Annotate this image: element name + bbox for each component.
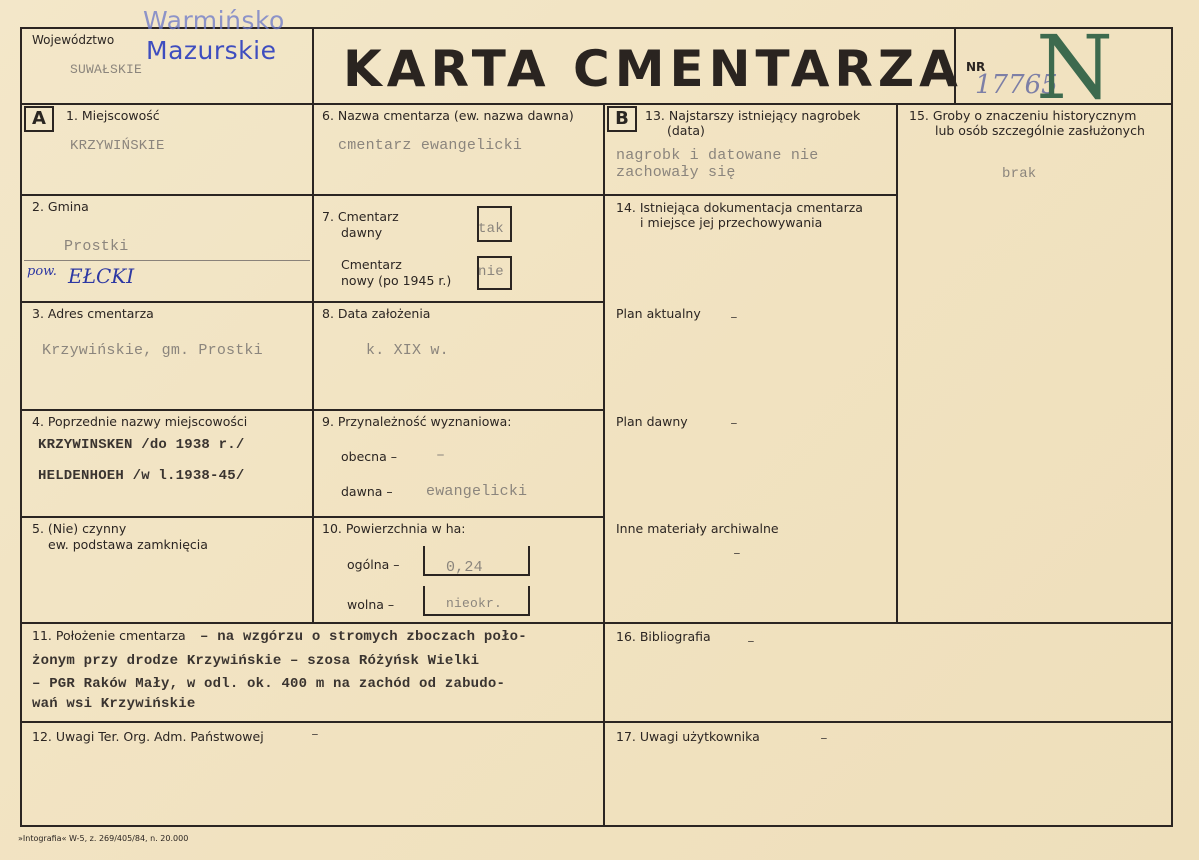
row-divider-4 [20,516,605,518]
f7-dawny-label-1: 7. Cmentarz [322,209,399,224]
f7-dawny-label-2: dawny [341,225,383,240]
f9-dawna-value: ewangelicki [426,483,528,500]
header-divider [20,103,1173,105]
border-right [1171,27,1173,827]
f14-plan-dawny-label: Plan dawny [616,414,688,429]
f5-sublabel: ew. podstawa zamknięcia [48,537,208,552]
f10-ogolna-value: 0,24 [446,559,483,576]
f10-ogolna-label: ogólna – [347,557,400,572]
col-divider-3 [896,103,898,623]
f16-value: – [747,634,756,649]
f13-line-1: nagrobk i datowane nie [616,147,819,164]
section-a-letter: A [24,106,54,132]
f9-obecna-value: – [436,447,446,464]
f8-value: k. XIX w. [366,342,449,359]
nr-label: NR [966,60,986,74]
f6-value: cmentarz ewangelicki [338,137,523,154]
f13-label-1: 13. Najstarszy istniejący nagrobek [645,108,861,123]
f2-label: 2. Gmina [32,199,89,214]
border-bottom [20,825,1173,827]
f5-label: 5. (Nie) czynny [32,521,127,536]
f11-label: 11. Położenie cmentarza [32,628,186,643]
f10-wolna-label: wolna – [347,597,395,612]
f17-label: 17. Uwagi użytkownika [616,729,760,744]
f15-label-1: 15. Groby o znaczeniu historycznym [909,108,1137,123]
row-divider-3 [20,409,605,411]
f11-line-3: – PGR Raków Mały, w odl. ok. 400 m na zachód od zabudo- [32,676,506,692]
f4-line-1: KRZYWINSKEN /do 1938 r./ [38,437,245,453]
row-divider-2 [20,301,605,303]
f14-inne-value: – [733,546,742,561]
col-divider-1 [312,103,314,623]
f9-label: 9. Przynależność wyznaniowa: [322,414,512,429]
f3-label: 3. Adres cmentarza [32,306,154,321]
header-vline-1 [312,27,314,105]
f12-value: – [311,727,320,742]
f15-value: brak [1002,166,1037,182]
f2-pow-prefix: pow. [27,264,57,279]
f10-wolna-value: nieokr. [446,596,503,611]
f15-label-2: lub osób szczególnie zasłużonych [935,123,1145,138]
nr-letter: N [1036,16,1113,119]
row-divider-6 [20,721,1173,723]
footer-imprint: »Intografia« W-5, z. 269/405/84, n. 20.000 [18,834,189,843]
f10-label: 10. Powierzchnia w ha: [322,521,466,536]
stamp-line-2: Mazurskie [146,36,277,65]
f4-line-2: HELDENHOEH /w l.1938-45/ [38,468,245,484]
row-divider-5 [20,622,1173,624]
f4-label: 4. Poprzednie nazwy miejscowości [32,414,248,429]
f14-plan-aktualny-label: Plan aktualny [616,306,701,321]
f3-value: Krzywińskie, gm. Prostki [42,342,263,359]
row-divider-1 [20,194,898,196]
gmina-underline [24,260,310,261]
f14-plan-dawny-value: – [730,416,739,431]
f7-nowy-label-2: nowy (po 1945 r.) [341,273,452,288]
f17-value: – [820,731,829,746]
f11-line-1: – na wzgórzu o stromych zboczach poło- [200,629,527,645]
nr-handwritten: 17765 [975,70,1058,100]
col-divider-2 [603,103,605,825]
f7-nowy-label-1: Cmentarz [341,257,402,272]
wojewodztwo-value: SUWAŁSKIE [70,62,143,77]
f14-inne-label: Inne materiały archiwalne [616,521,779,536]
f9-dawna-label: dawna – [341,484,393,499]
f11-line-4: wań wsi Krzywińskie [32,696,196,712]
page-title: KARTA CMENTARZA [343,40,963,98]
section-b-letter: B [607,106,637,132]
border-left [20,27,22,827]
f1-label: 1. Miejscowość [66,108,160,123]
f13-label-2: (data) [667,123,705,138]
f14-label-1: 14. Istniejąca dokumentacja cmentarza [616,200,863,215]
stamp-line-1: Warmińsko [143,6,285,35]
f2-pow-value: EŁCKI [68,264,135,288]
f16-label: 16. Bibliografia [616,629,711,644]
f11-line-2: żonym przy drodze Krzywińskie – szosa Różyńsk Wielki [32,653,480,669]
f9-obecna-label: obecna – [341,449,397,464]
f12-label: 12. Uwagi Ter. Org. Adm. Państwowej [32,729,264,744]
f1-value: KRZYWIŃSKIE [70,138,165,154]
f2-value: Prostki [64,238,129,255]
f14-plan-aktualny-value: – [730,310,739,325]
f6-label: 6. Nazwa cmentarza (ew. nazwa dawna) [322,108,574,123]
wojewodztwo-label: Województwo [32,33,115,47]
f7-nowy-value: nie [478,264,504,280]
f14-label-2: i miejsce jej przechowywania [640,215,823,230]
f8-label: 8. Data założenia [322,306,431,321]
f7-dawny-value: tak [478,221,504,237]
f13-line-2: zachowały się [616,164,736,181]
